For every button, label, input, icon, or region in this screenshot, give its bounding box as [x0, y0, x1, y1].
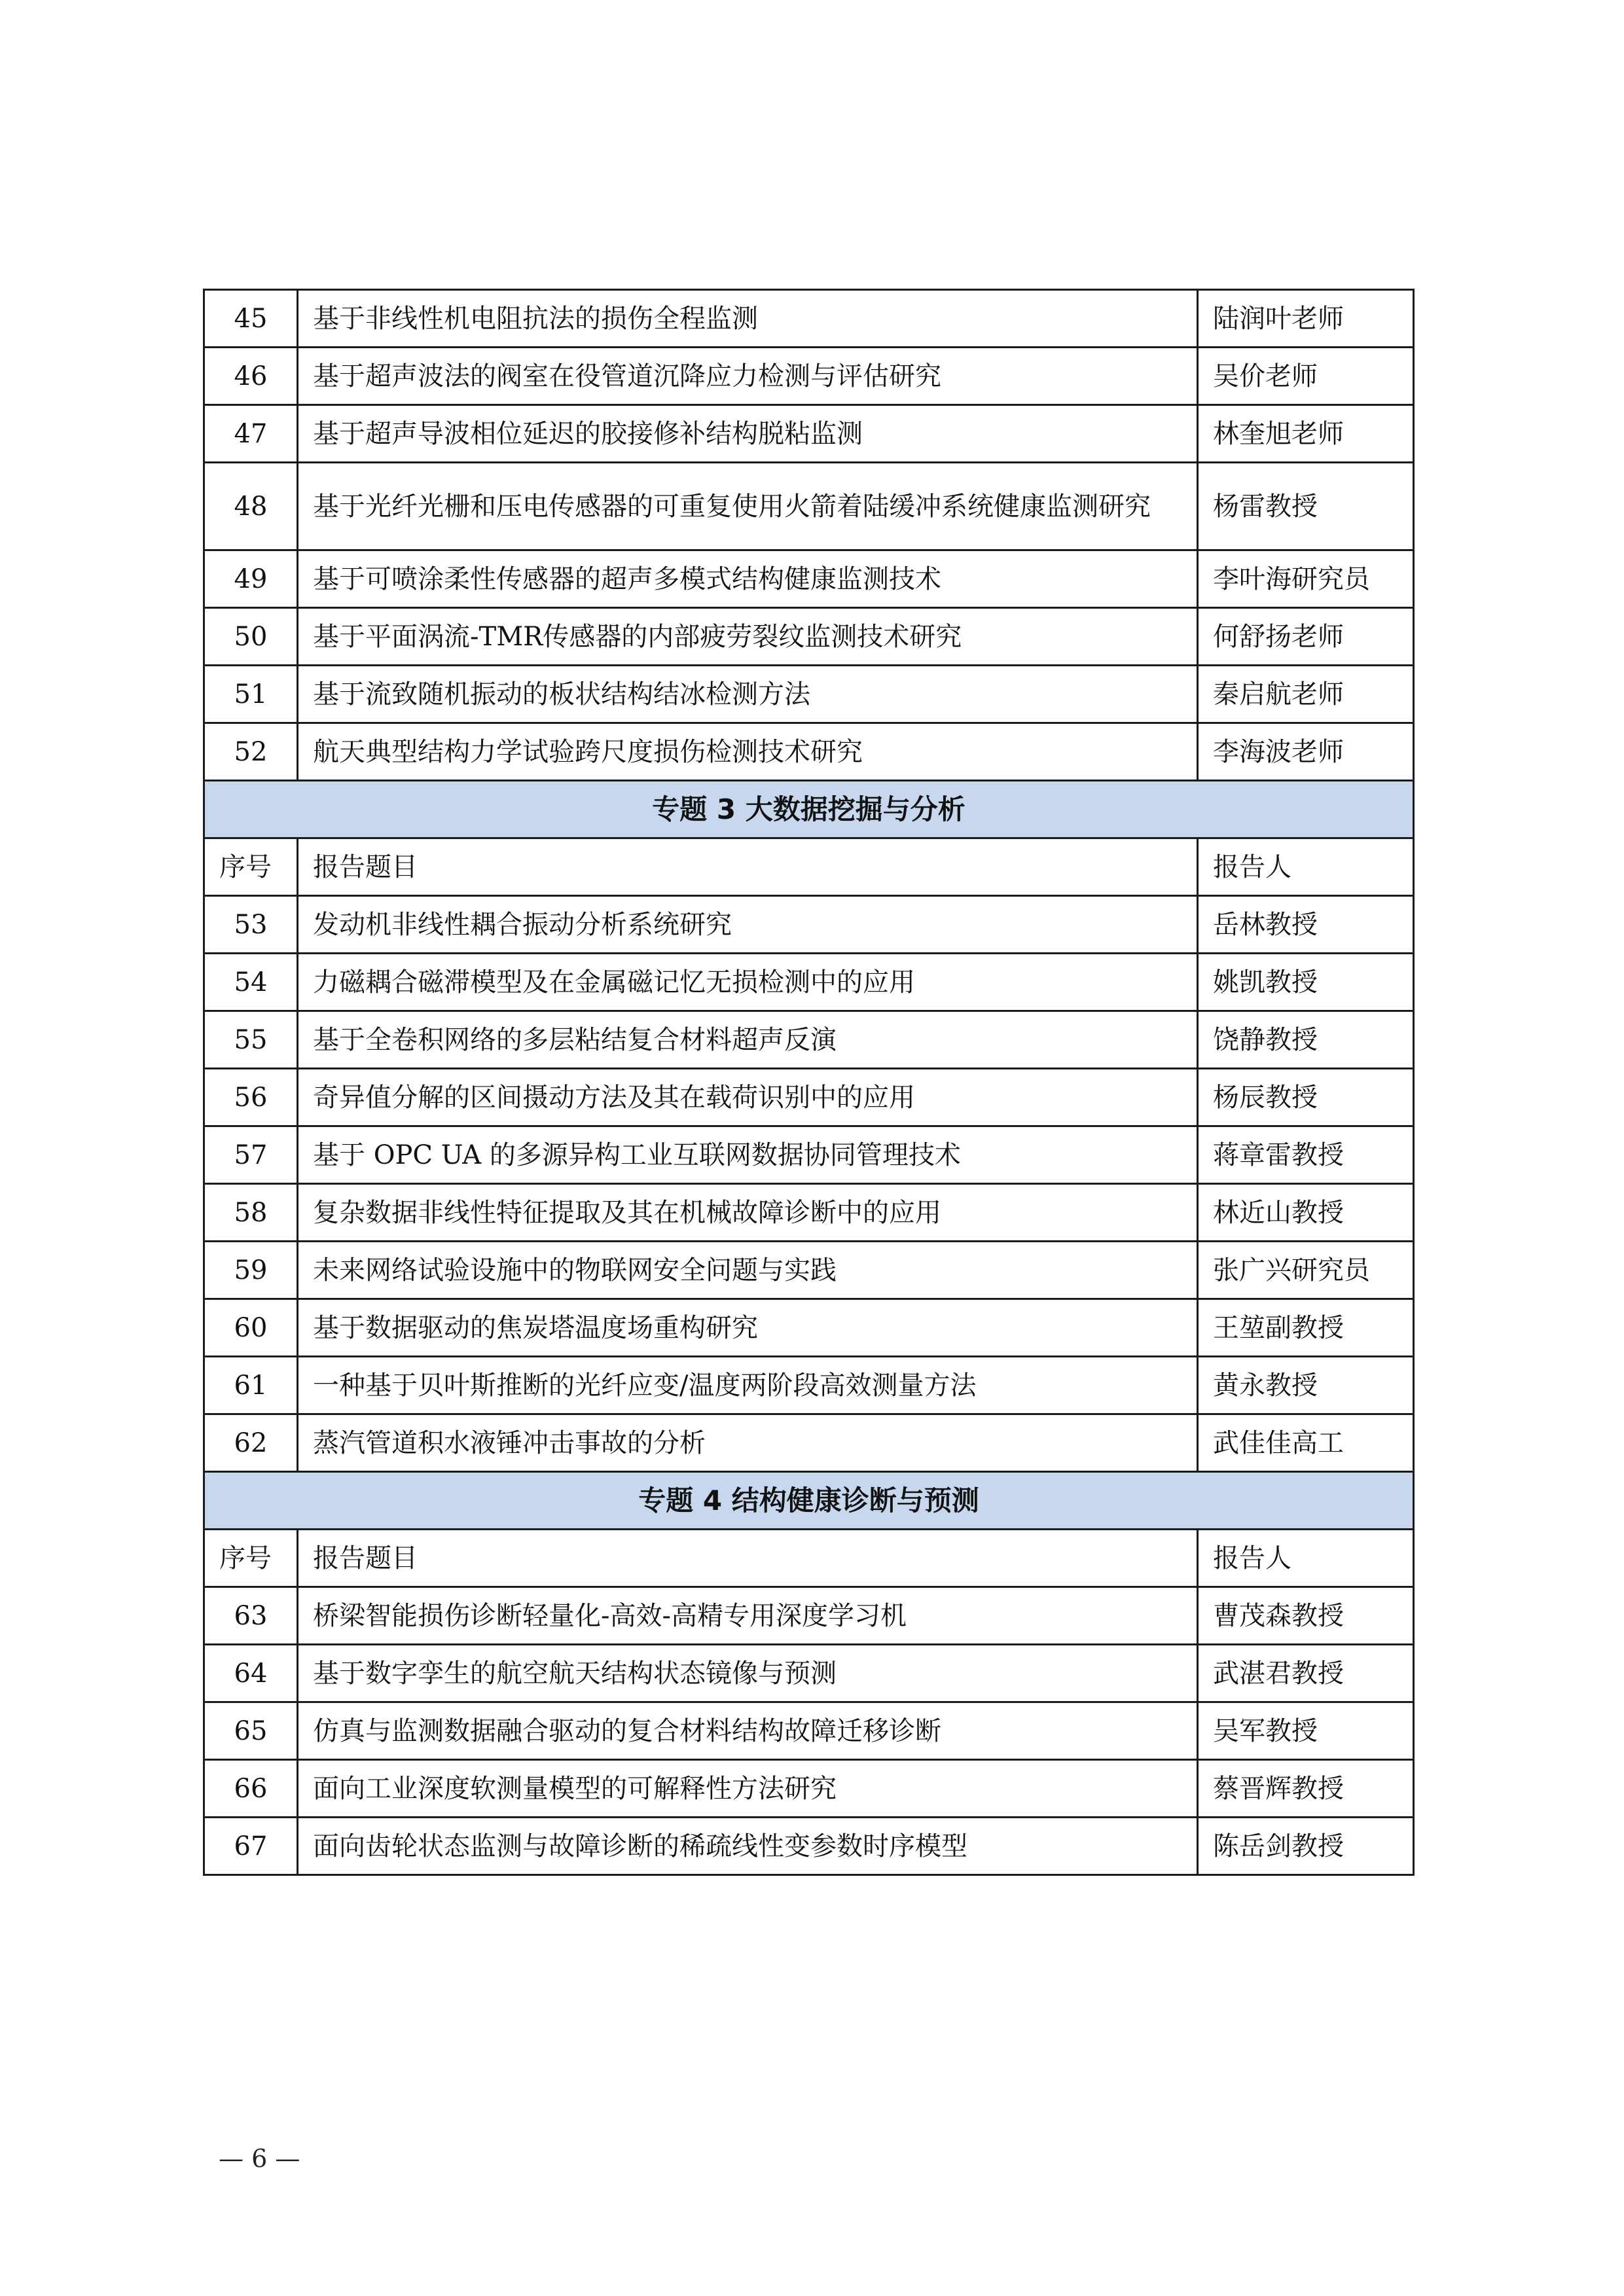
speaker-name: 黄永教授: [1198, 1357, 1414, 1414]
report-schedule-table: [203, 289, 1415, 1876]
row-number: 55: [204, 1011, 298, 1069]
row-number: 57: [204, 1126, 298, 1184]
report-title: 基于数据驱动的焦炭塔温度场重构研究: [298, 1299, 1198, 1357]
row-number: 53: [204, 896, 298, 954]
speaker-name: 吴军教授: [1198, 1702, 1414, 1760]
speaker-name: 何舒扬老师: [1198, 608, 1414, 666]
table-row: [204, 348, 1414, 405]
report-title: 面向齿轮状态监测与故障诊断的稀疏线性变参数时序模型: [298, 1818, 1198, 1875]
speaker-name: 李海波老师: [1198, 723, 1414, 781]
report-title: 基于数字孪生的航空航天结构状态镜像与预测: [298, 1645, 1198, 1702]
table-row: [204, 1011, 1414, 1069]
speaker-name: 姚凯教授: [1198, 954, 1414, 1011]
row-number: 67: [204, 1818, 298, 1875]
row-number: 63: [204, 1587, 298, 1645]
speaker-name: 陈岳剑教授: [1198, 1818, 1414, 1875]
report-title: 基于超声导波相位延迟的胶接修补结构脱粘监测: [298, 405, 1198, 463]
row-number: 54: [204, 954, 298, 1011]
table-row: [204, 463, 1414, 550]
table-row: [204, 1587, 1414, 1645]
speaker-name: 秦启航老师: [1198, 666, 1414, 723]
row-number: 50: [204, 608, 298, 666]
row-number: 66: [204, 1760, 298, 1818]
column-header-number: 序号: [204, 838, 298, 896]
table-row: [204, 1184, 1414, 1242]
report-title: 一种基于贝叶斯推断的光纤应变/温度两阶段高效测量方法: [298, 1357, 1198, 1414]
speaker-name: 吴价老师: [1198, 348, 1414, 405]
column-header-title: 报告题目: [298, 838, 1198, 896]
speaker-name: 武佳佳高工: [1198, 1414, 1414, 1472]
report-title: 力磁耦合磁滞模型及在金属磁记忆无损检测中的应用: [298, 954, 1198, 1011]
report-schedule-table-body: [204, 290, 1414, 1875]
report-title: 基于 OPC UA 的多源异构工业互联网数据协同管理技术: [298, 1126, 1198, 1184]
speaker-name: 武湛君教授: [1198, 1645, 1414, 1702]
page-number: — 6 —: [219, 2144, 300, 2173]
row-number: 56: [204, 1069, 298, 1126]
section-header-row: [204, 781, 1414, 838]
report-title: 基于流致随机振动的板状结构结冰检测方法: [298, 666, 1198, 723]
table-row: [204, 1299, 1414, 1357]
section-title: 专题 3 大数据挖掘与分析: [204, 781, 1414, 838]
column-header-row: [204, 838, 1414, 896]
section-header-row: [204, 1472, 1414, 1530]
column-header-row: [204, 1530, 1414, 1587]
table-row: [204, 666, 1414, 723]
row-number: 48: [204, 463, 298, 550]
report-title: 基于光纤光栅和压电传感器的可重复使用火箭着陆缓冲系统健康监测研究: [298, 463, 1198, 550]
speaker-name: 岳林教授: [1198, 896, 1414, 954]
speaker-name: 李叶海研究员: [1198, 550, 1414, 608]
table-row: [204, 723, 1414, 781]
report-title: 基于可喷涂柔性传感器的超声多模式结构健康监测技术: [298, 550, 1198, 608]
report-title: 基于非线性机电阻抗法的损伤全程监测: [298, 290, 1198, 348]
speaker-name: 杨雷教授: [1198, 463, 1414, 550]
row-number: 61: [204, 1357, 298, 1414]
table-row: [204, 405, 1414, 463]
speaker-name: 林近山教授: [1198, 1184, 1414, 1242]
report-title: 面向工业深度软测量模型的可解释性方法研究: [298, 1760, 1198, 1818]
table-row: [204, 550, 1414, 608]
table-row: [204, 1357, 1414, 1414]
row-number: 65: [204, 1702, 298, 1760]
report-title: 仿真与监测数据融合驱动的复合材料结构故障迁移诊断: [298, 1702, 1198, 1760]
row-number: 45: [204, 290, 298, 348]
row-number: 46: [204, 348, 298, 405]
table-row: [204, 954, 1414, 1011]
table-row: [204, 1242, 1414, 1299]
row-number: 59: [204, 1242, 298, 1299]
column-header-speaker: 报告人: [1198, 838, 1414, 896]
speaker-name: 蔡晋辉教授: [1198, 1760, 1414, 1818]
row-number: 60: [204, 1299, 298, 1357]
table-row: [204, 1069, 1414, 1126]
row-number: 51: [204, 666, 298, 723]
speaker-name: 王堃副教授: [1198, 1299, 1414, 1357]
table-row: [204, 1702, 1414, 1760]
row-number: 47: [204, 405, 298, 463]
row-number: 58: [204, 1184, 298, 1242]
row-number: 62: [204, 1414, 298, 1472]
table-row: [204, 290, 1414, 348]
row-number: 52: [204, 723, 298, 781]
report-title: 桥梁智能损伤诊断轻量化-高效-高精专用深度学习机: [298, 1587, 1198, 1645]
row-number: 64: [204, 1645, 298, 1702]
speaker-name: 陆润叶老师: [1198, 290, 1414, 348]
report-title: 基于平面涡流-TMR传感器的内部疲劳裂纹监测技术研究: [298, 608, 1198, 666]
speaker-name: 张广兴研究员: [1198, 1242, 1414, 1299]
column-header-speaker: 报告人: [1198, 1530, 1414, 1587]
report-title: 奇异值分解的区间摄动方法及其在载荷识别中的应用: [298, 1069, 1198, 1126]
column-header-number: 序号: [204, 1530, 298, 1587]
table-row: [204, 1414, 1414, 1472]
table-row: [204, 1818, 1414, 1875]
section-title: 专题 4 结构健康诊断与预测: [204, 1472, 1414, 1530]
report-title: 航天典型结构力学试验跨尺度损伤检测技术研究: [298, 723, 1198, 781]
speaker-name: 林奎旭老师: [1198, 405, 1414, 463]
table-row: [204, 1760, 1414, 1818]
report-title: 蒸汽管道积水液锤冲击事故的分析: [298, 1414, 1198, 1472]
report-title: 发动机非线性耦合振动分析系统研究: [298, 896, 1198, 954]
speaker-name: 蒋章雷教授: [1198, 1126, 1414, 1184]
report-title: 基于全卷积网络的多层粘结复合材料超声反演: [298, 1011, 1198, 1069]
table-row: [204, 608, 1414, 666]
row-number: 49: [204, 550, 298, 608]
report-title: 未来网络试验设施中的物联网安全问题与实践: [298, 1242, 1198, 1299]
report-title: 复杂数据非线性特征提取及其在机械故障诊断中的应用: [298, 1184, 1198, 1242]
table-row: [204, 1645, 1414, 1702]
column-header-title: 报告题目: [298, 1530, 1198, 1587]
table-row: [204, 896, 1414, 954]
speaker-name: 饶静教授: [1198, 1011, 1414, 1069]
speaker-name: 杨辰教授: [1198, 1069, 1414, 1126]
report-title: 基于超声波法的阀室在役管道沉降应力检测与评估研究: [298, 348, 1198, 405]
speaker-name: 曹茂森教授: [1198, 1587, 1414, 1645]
table-row: [204, 1126, 1414, 1184]
